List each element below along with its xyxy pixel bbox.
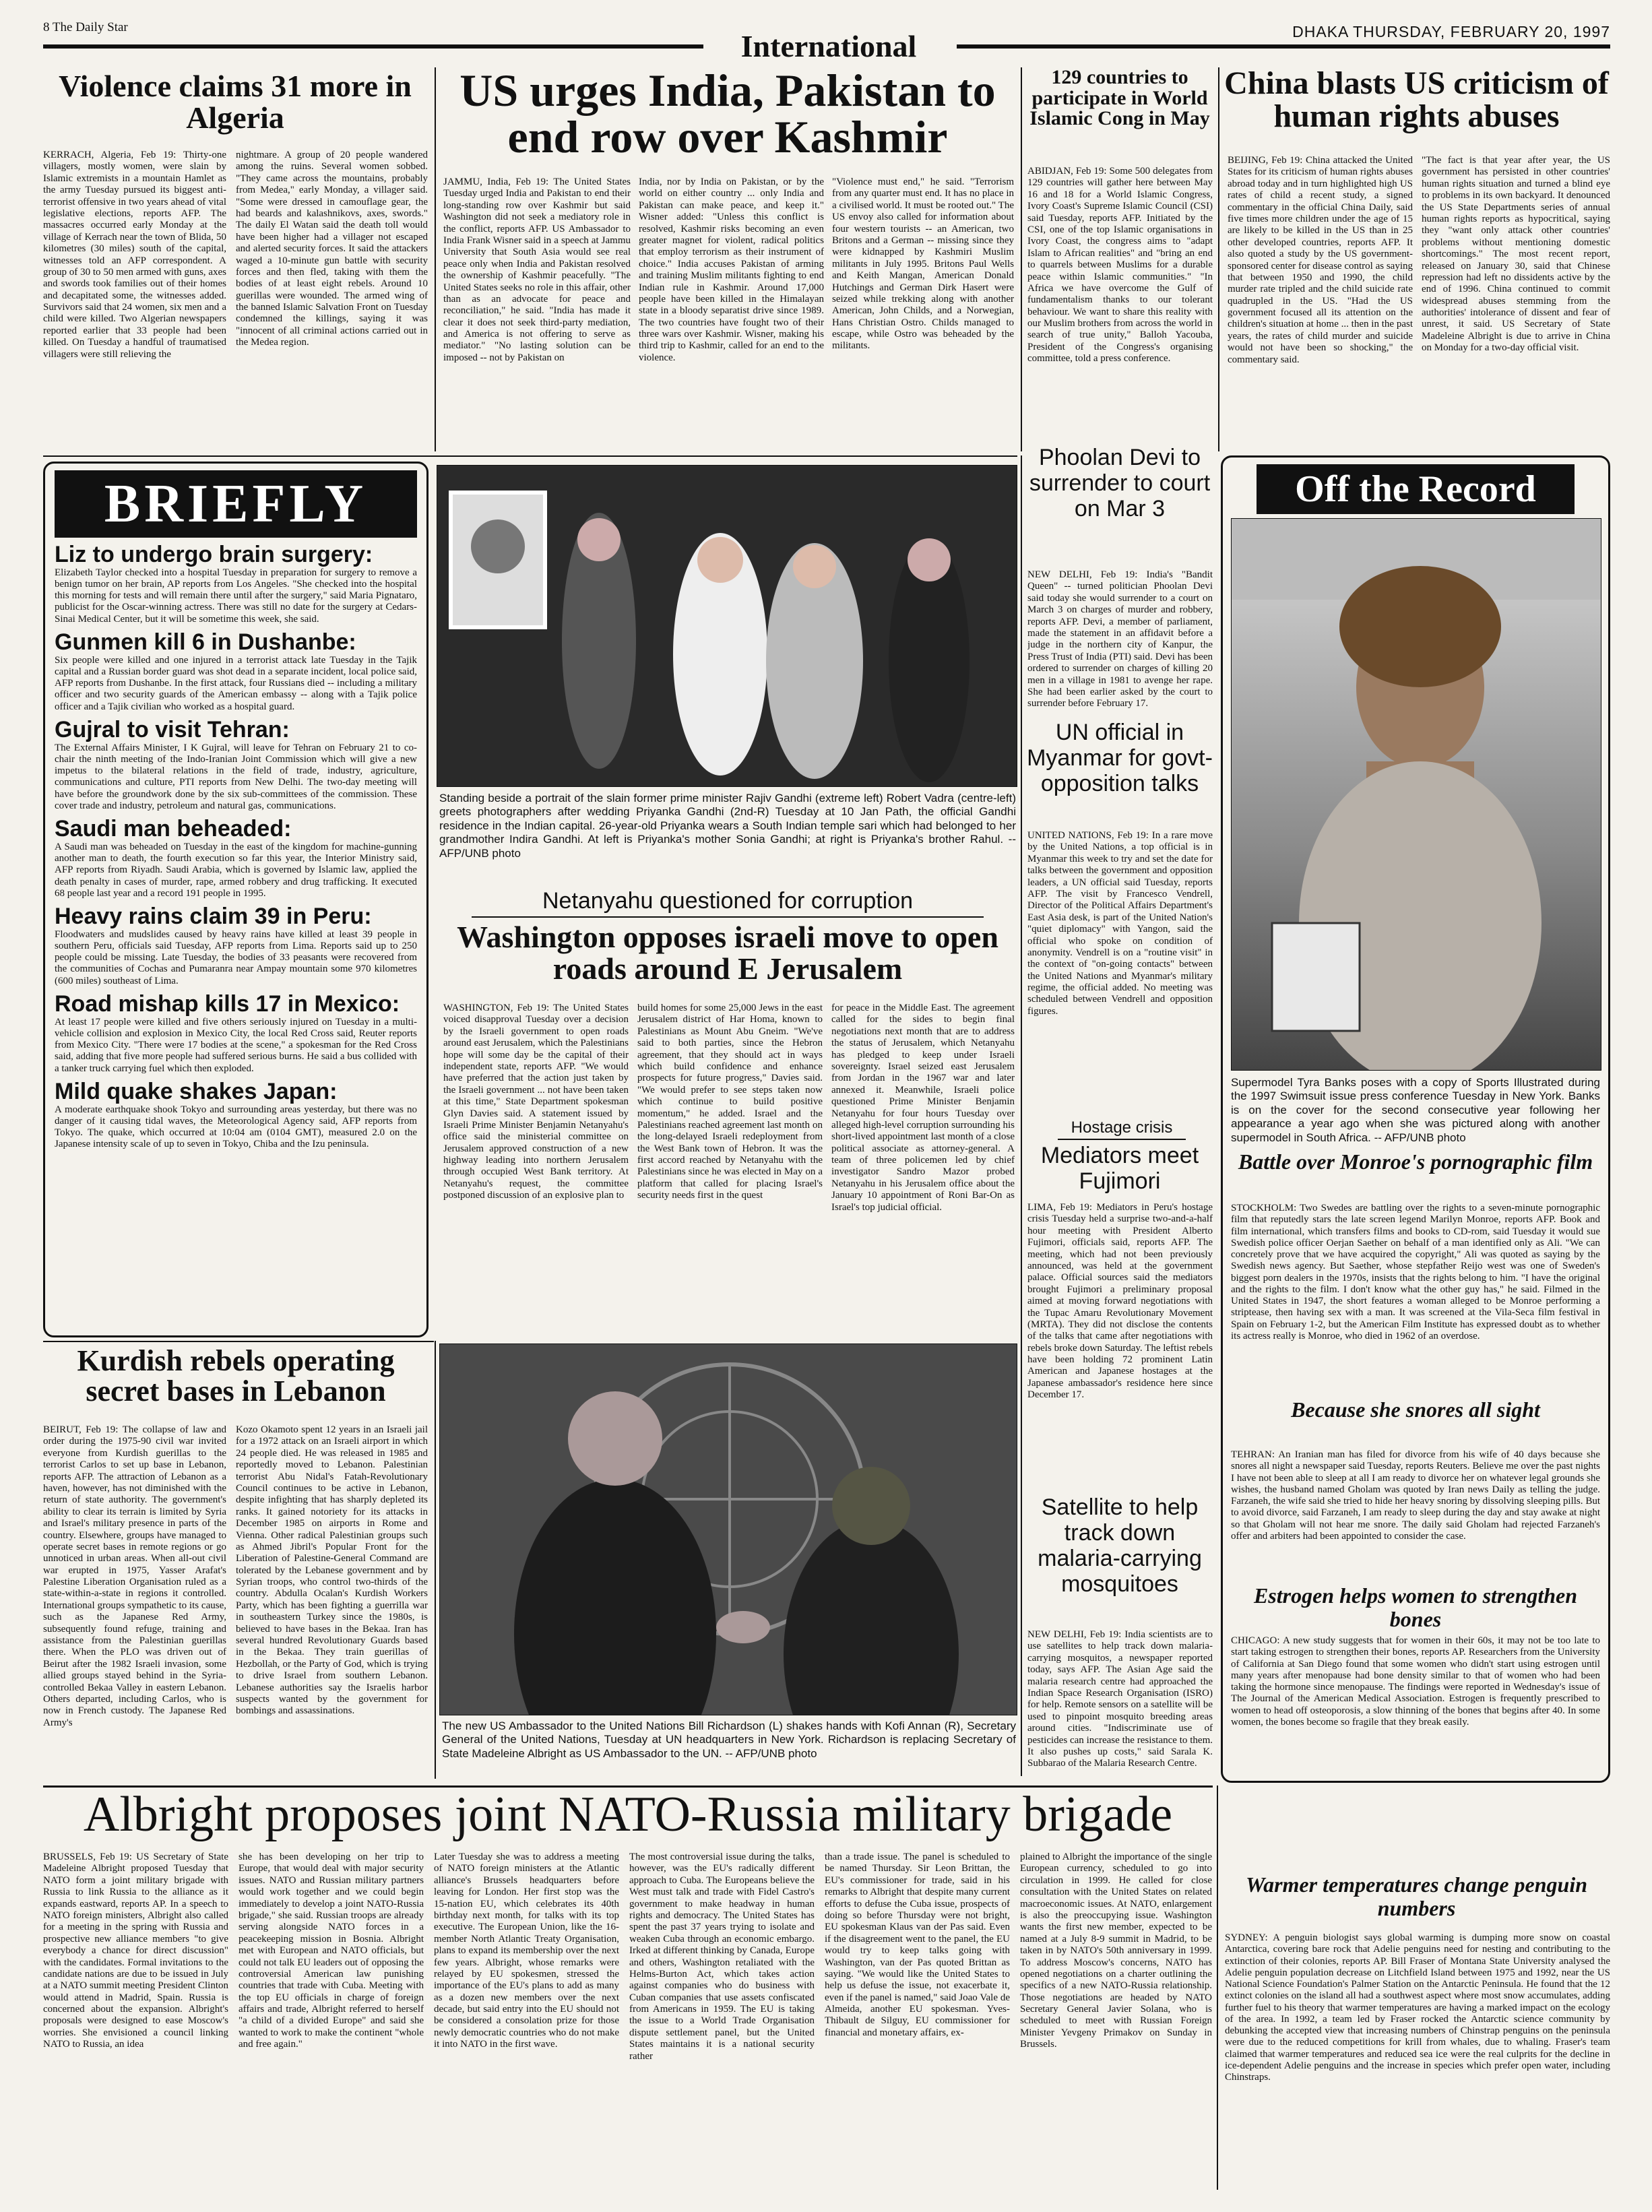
phoolan-headline: Phoolan Devi to surrender to court on Mar 3 <box>1029 445 1211 522</box>
malaria-body: NEW DELHI, Feb 19: India scientists are to use satellites to help track down malaria-carrying mosquitos, a newspaper reported today, says AFP. The Asian Age said the malaria research centre had approached the Indian Space Research Organisation (ISRO) for help. Remote sensors on a satellite will be used to pinpoint mosquito breeding areas around cities. "Indiscriminate use of pesticides can increase the resistance to them. It also pushes up costs," said Sarala K. Subbarao of the Malaria Research Centre. <box>1027 1629 1213 1769</box>
masthead-rule-left <box>43 44 703 49</box>
briefly-item-headline: Liz to undergo brain surgery: <box>55 542 373 567</box>
off-record-logo: Off the Record <box>1257 464 1575 514</box>
tyra-banks-photo <box>1231 518 1601 1071</box>
off-record-item-headline: Estrogen helps women to strengthen bones <box>1253 1583 1578 1632</box>
briefly-item <box>55 817 417 899</box>
briefly-item-text: Six people were killed and one injured in a terrorist attack late Tuesday in the Tajik capital and a Russian border guard was shot dead in a separate incident, local police said, AFP reports from Dushanbe. In the first attack, four Russians died -- including a military officer and two security guards of the American embassy -- along with a Tajik police officer and a Tajik civilian who worked as a hospital guard. <box>55 654 417 712</box>
un-handshake-figures <box>440 1344 1017 1715</box>
briefly-item-text: Elizabeth Taylor checked into a hospital Tuesday in preparation for surgery to remove a benign tumor on her brain, AP reports from Los Angeles. "She checked into the hospital this morning for tests and will remain there until after the surgery," said Maria Pignataro, publicist for the Oscar-winning actress. There was still no date for the surgery at Cedars-Sinai Medical Center, but it will be sometime this week, she said. <box>55 567 417 625</box>
myanmar-body: UNITED NATIONS, Feb 19: In a rare move by the United Nations, a top official is in Myanmar this week to try and set the date for talks between the government and opposition leaders, a UN official said Tuesday, reports AFP. The visit by Francesco Vendrell, Director of the Political Affairs Department's East Asia desk, is part of the United Nation's "quiet diplomacy" with Yangon, said the official who spoke on condition of anonymity. Vendrell is on a "routine visit" in the context of "on-going contacts" between the United Nations and Myanmar's military regime, the official added. No meeting was scheduled between Vendrell and opposition figures. <box>1027 830 1213 1017</box>
briefly-item-headline: Mild quake shakes Japan: <box>55 1078 338 1104</box>
off-record-item-text: TEHRAN: An Iranian man has filed for divorce from his wife of 40 days because she snores all night a newspaper said Tuesday, reports Reuters. Believe me over the past nights I have not been able to sleep at all I am ready to divorce her on whatever legal grounds she wishes, the husband named Gholam was quoted by Iran news Daily as telling the judge. Farzaneh, the wife said she tried to hide her heavy snoring by dissolving sleeping pills. But to avoid divorce, said Farzaneh, I am ready to sleep during the day and stay awake at night so that Gholam will not hear me snore. The daily said Gholam had rejected Farzaneh's offer and arbiters had been appointed to consider the case. <box>1231 1449 1600 1542</box>
kurdish-col2: Kozo Okamoto spent 12 years in an Israeli jail for a 1972 attack on an Israeli airport in which 24 people died. He was released in 1985 and reportedly moved to Lebanon. Palestinian terrorist Abu Nidal's Fatah-Revolutionary Council continues to be active in Lebanon, despite infighting that has sharply depleted its ranks. It gained notoriety for its attacks in December 1985 on airports in Rome and Vienna. Other radical Palestinian groups such as Ahmed Jibril's Popular Front for the Liberation of Palestine-General Command are tolerated by the Lebanese government and by Syrian troops, who control two-thirds of the country. Abdulla Ocalan's Kurdish Workers Party, which has been fighting a guerrilla war in southeastern Turkey since the 1980s, is believed to have bases in the Bekaa. Iran has several hundred Revolutionary Guards based in the Bekaa. They train guerillas of Hezbollah, or the Party of God, which is trying to drive Israel from southern Lebanon. Lebanese authorities say the Israelis harbor suspects wanted by the government for bombings and assassinations. <box>236 1424 428 1717</box>
wedding-photo-caption: Standing beside a portrait of the slain former prime minister Rajiv Gandhi (extreme left) Robert Vadra (centre-left) greets photographers after wedding Priyanka Gandhi (2nd-R) Tuesday at 10 Jan Path, the official Gandhi residence in the Indian capital. 26-year-old Priyanka wears a South Indian temple sari which had belonged to her grandmother Indira Gandhi. At left is Priyanka's mother Sonia Gandhi; at right is Priyanka's brother Rahul. -- AFP/UNB photo <box>439 792 1016 860</box>
off-record-item-text: STOCKHOLM: Two Swedes are battling over the rights to a seven-minute pornographic film that reputedly stars the late screen legend Marilyn Monroe, reports AFP. Book and film international, which transfers films and books to CD-rom, said Tuesday it would sue Swedish police officer Oerjan Saether on behalf of a man identified only as Ali. "We can concretely prove that we have acquired the copyright," Ali was quoted as saying by the Swedish news agency. But Saether, whose stepfather Reijo west was one of Sweden's biggest porn dealers in the 1970s, insists that the rights belong to him. "I have the original and the rights to the film. I don't know what the other guy has," he said. Filmed in the United States in 1947, the short features a woman alleged to be Monroe performing a striptease, then having sex with a man. It was screened at the Vila-Seca film festival in Spain on February 1-2, but the American Film Institute has expressed doubt as to whether its actress really is Monroe, who died in 1962 of an overdose. <box>1231 1203 1600 1341</box>
column-rule <box>1218 67 1219 451</box>
off-record-item-text: CHICAGO: A new study suggests that for women in their 60s, it may not be too late to start taking estrogen to strengthen their bones, reports AP. Researchers from the University of California at San Diego found that some women who didn't start using estrogen until many years after menopause had bone density similar to that of women who had been taking the hormone since menopause. The findings were reported in Wednesday's issue of The Journal of the American Medical Association. Estrogen is frequently prescribed to women to head off osteoporosis, a slow thinning of the bones that begins after 40. In some women, the bones become so fragile that they break easily. <box>1231 1635 1600 1728</box>
kurdish-headline: Kurdish rebels operating secret bases in Lebanon <box>77 1346 395 1408</box>
briefly-item <box>55 718 417 812</box>
briefly-item <box>55 631 417 713</box>
nato-col5: than a trade issue. The panel is scheduled to be named Thursday. Sir Leon Brittan, the EU's commissioner for trade, said in his remarks to Albright that despite many current efforts to defuse the Cuba issue, prospects of doing so before Thursday were not bright, EU spokesman Klaus van der Pas said. Even if the disagreement went to the panel, the EU would try to keep talks going with Washington, van der Pas quoted Brittan as saying. "We would like the United States to help us defuse the issue, not exacerbate it, even if the panel is named," said Joao Vale de Almeida, another EU spokesman. Yves-Thibault de Silguy, EU commissioner for financial and monetary affairs, ex- <box>825 1852 1010 2038</box>
column-rule <box>1021 67 1022 451</box>
briefly-item-headline: Road mishap kills 17 in Mexico: <box>55 990 400 1017</box>
briefly-item <box>55 1080 417 1151</box>
fujimori-kicker: Hostage crisis <box>1058 1118 1186 1140</box>
briefly-item <box>55 543 417 625</box>
section-rule <box>43 455 1017 457</box>
kashmir-headline: US urges India, Pakistan to end row over Kashmir <box>459 67 996 163</box>
briefly-item-headline: Gunmen kill 6 in Dushanbe: <box>55 629 356 655</box>
nato-headline: Albright proposes joint NATO-Russia military brigade <box>83 1790 1173 1842</box>
jerusalem-col3: for peace in the Middle East. The agreement called for the sides to begin final negotiations next month that are to address the status of Jerusalem, which Netanyahu has pledged to keep under Israeli sovereignty. Israel seized east Jerusalem from Jordan in the 1967 war and later annexed it. Meanwhile, Israeli police questioned Prime Minister Benjamin Netanyahu for four hours Tuesday over alleged high-level corruption surrounding his short-lived appointment last month of a close political associate as attorney-general. A team of three policemen led by chief investigator Sandro Mazor probed Netanyahu in his Jerusalem office about the January 10 appointment of Roni Bar-On as Israel's top judicial official. <box>831 1003 1015 1213</box>
section-rule <box>43 1786 1213 1788</box>
briefly-item <box>55 992 417 1075</box>
jerusalem-col1: WASHINGTON, Feb 19: The United States voiced disapproval Tuesday over a decision by the Israeli government to open roads around east Jerusalem, which the Palestinians hope will some day be the capital of their independent state, reports AFP. "We would have preferred that the action just taken by the Israeli government ... not have been taken at this time," State Department spokesman Glyn Davies said. A statement issued by Israeli Prime Minister Benjamin Netanyahu's office said the ministerial committee on Jerusalem approved construction of a new highway leading into northern Jerusalem through occupied West Bank territory. At Netanyahu's request, the committee postponed discussion of an explosive plan to <box>443 1003 629 1201</box>
column-rule <box>435 67 436 451</box>
off-record-item-headline: Because she snores all sight <box>1291 1397 1540 1422</box>
kashmir-col1: JAMMU, India, Feb 19: The United States Tuesday urged India and Pakistan to end their long-standing row over Kashmir but said Washington did not seek a mediatory role in the conflict, reports AFP. US Ambassador to India Frank Wisner said in a speech at Jammu University that South Asia would see real peace only when India and Pakistan resolved the ownership of Kashmir peacefully. "The United States seeks no role in this affair, other than as an advocate for peace and reconciliation," he said. "India has made it clear it does not seek third-party mediation, and America is not offering to serve as mediator." "No lasting solution can be imposed -- not by Pakistan on <box>443 177 631 363</box>
masthead-rule-right <box>957 44 1610 49</box>
wedding-photo <box>437 465 1017 787</box>
page-label: 8 The Daily Star <box>43 20 128 34</box>
briefly-item-text: Floodwaters and mudslides caused by heavy rains have killed at least 39 people in southern Peru, officials said Tuesday, AFP reports from Lima. Reports said up to 250 people could be missing. Late Tuesday, the bodies of 33 peasants were recovered from the communities of Cochas and Pumaranra near Ampay mountain some 970 kilometres (600 miles) southeast of Lima. <box>55 928 417 986</box>
briefly-item-text: A Saudi man was beheaded on Tuesday in the east of the kingdom for machine-gunning another man to death, the fourth execution so far this year, the Interior Ministry said, AFP reports from Riyadh. Saudi Arabia, which is governed by Islamic law, applied the death penalty in cases of murder, rape, armed robbery and drug trafficking. It executed 68 people last year and a record 191 people in 1995. <box>55 841 417 899</box>
china-col2: "The fact is that year after year, the US government has persisted in other countries' human rights situation and turned a blind eye to problems in its own backyard. It denounced the US State Departments series of annual human rights reports as hypocritical, saying they "want only attack other countries' problems without mentioning domestic shortcomings." The most recent report, released on January 30, said that Chinese repression had left no dissidents active by the end of 1996. China continued to commit widespread abuses stemming from the authorities' intolerance of dissent and fear of unrest, it said. US Secretary of State Madeleine Albright is due to arrive in China on Monday for a two-day official visit. <box>1422 155 1610 354</box>
nato-col3: Later Tuesday she was to address a meeting of NATO foreign ministers at the Atlantic alliance's Brussels headquarters before leaving for London. Her first stop was the 15-nation EU, which celebrates its 40th birthday next month, for talks with its top executive. The European Union, like the 16-member North Atlantic Treaty Organisation, plans to expand its membership over the next few years. Albright, whose remarks were relayed by EU spokesmen, stressed the importance of the EU's plans to add as many as a dozen new members over the next decade, but said entry into the EU should not be considered a consolation prize for those newly democratic countries who do not make it into NATO in the first wave. <box>434 1852 619 2050</box>
briefly-item-text: The External Affairs Minister, I K Gujral, will leave for Tehran on February 21 to co-chair the ninth meeting of the Indo-Iranian Joint Commission which will give a new impetus to the bilateral relations in the field of trade, industry, agriculture, communications and culture, PTI reports from New Delhi. The two-day meeting will have before the groundwork done by the six sub-committees of the commission. These cover trade and industry, petroleum and natural gas, communications. <box>55 742 417 811</box>
off-record-box <box>1221 455 1610 1783</box>
briefly-logo: BRIEFLY <box>55 470 417 538</box>
briefly-list <box>55 543 417 1151</box>
tyra-banks-figure <box>1232 519 1601 1070</box>
kashmir-col2: India, nor by India on Pakistan, or by the world on either country ... only India and Pakistan can make peace, and keep it." Wisner added: "Unless this conflict is resolved, Kashmir risks becoming an even greater magnet for violent, radical politics that employ terrorism as their instrument of choice." India accuses Pakistan of arming and training Muslim militants fighting to end Indian rule in Kashmir. Around 17,000 people have been killed in the Himalayan state in a bloody separatist drive since 1989. The two countries have fought two of their three wars over Kashmir. Wisner, making his third trip to Kashmir, called for an end to the violence. <box>639 177 824 363</box>
nato-col6: plained to Albright the importance of the single European currency, scheduled to go into circulation in 1999. He called for close consultation with the United States on related macroeconomic issues. At NATO, enlargement is also the preoccupying issue. Washington wants the first new member, expected to be named at a July 8-9 summit in Madrid, to be taken in by NATO's 50th anniversary in 1999. To address Moscow's concerns, NATO has opened negotiations on a charter outlining the specifics of a new NATO-Russia relationship. Those negotiations are headed by NATO Secretary General Javier Solana, who is scheduled to meet with Russian Foreign Minister Yevgeny Primakov on Sunday in Brussels. <box>1020 1852 1212 2050</box>
un-handshake-photo <box>439 1344 1017 1715</box>
column-rule <box>1217 1786 1218 2190</box>
briefly-item-headline: Saudi man beheaded: <box>55 816 292 842</box>
algeria-col1: KERRACH, Algeria, Feb 19: Thirty-one villagers, mostly women, were slain by Islamic extremists in a mountain Hamlet as the army Tuesday pursued its biggest anti-terrorist offensive in two years ahead of vital legislative elections, reports AFP. The massacres occurred early Monday at the village of Kerrach near the town of Blida, 50 kilometres (30 miles) south of the capital, witnesses told an AFP correspondent. A group of 30 to 50 men armed with guns, axes and swords took families out of their homes and decapitated some, the witnesses added. Survivors said that 24 women, six men and a child were killed. Two Algerian newspapers reported earlier that 33 people had been killed. On Tuesday a handful of traumatised villagers were still relieving the <box>43 150 226 360</box>
section-rule <box>43 1341 434 1342</box>
fujimori-headline: Mediators meet Fujimori <box>1040 1143 1199 1195</box>
column-rule <box>1021 455 1022 1776</box>
jerusalem-col2: build homes for some 25,000 Jews in the east Jerusalem district of Har Homa, known to Palestinians as Mount Abu Gneim. "We've said to both parties, since the Hebron agreement, that they should act in ways which build confidence and enhance prospects for future progress," Davies said. "We would prefer to see steps taken now which continue to build positive momentum," he added. Israel and the Palestinians reached agreement last month on the long-delayed Israeli redeployment from the West Bank town of Hebron. It was the first accord reached by Netanyahu with the Palestinians since he was elected in May on a platform that called for placing Israel's security needs first in the quest <box>637 1003 823 1201</box>
tyra-banks-caption: Supermodel Tyra Banks poses with a copy of Sports Illustrated during the 1997 Swimsuit issue press conference Tuesday in New York. Banks is on the cover for the second consecutive year following her appearance a year ago when she was pictured along with another supermodel in South Africa. -- AFP/UNB photo <box>1231 1076 1600 1144</box>
kurdish-col1: BEIRUT, Feb 19: The collapse of law and order during the 1975-90 civil war invited everyone from Kurdish guerillas to the terrorist Carlos to set up base in Lebanon, reports AFP. The attraction of Lebanon as a haven, however, has not diminished with the return of state authority. The government's ability to clear its terrain is limited by Syria and Israel's military presence in parts of the country. Elsewhere, groups have managed to operate secret bases in remote regions or go unnoticed in urban areas. When all-out civil war erupted in 1975, Yasser Arafat's Palestine Liberation Organisation ruled as a state-within-a-state in regions it controlled. International groups sympathetic to its cause, such as the Japanese Red Army, subsequently found refuge, training and assistance from the Palestinian guerillas there. When the PLO was driven out of Beirut after the 1982 Israeli invasion, some allied groups stayed behind in the Syria-controlled Bekaa Valley in eastern Lebanon. Others departed, including Carlos, who is now in French custody. The Japanese Red Army's <box>43 1424 226 1728</box>
nato-col2: she has been developing on her trip to Europe, that would deal with major security issues. NATO and Russian military partners would work together and we could begin immediately to develop a joint NATO-Russia brigade," she said. Russian troops are already serving alongside NATO forces in a peacekeeping mission in Bosnia. Albright met with European and NATO officials, but could not talk EU leaders out of opposing the controversial American law punishing countries that trade with Cuba. Meeting with the top EU officials in charge of foreign affairs and trade, Albright referred to herself "a child of a divided Europe" and said she wanted to work to make the continent "whole and free again." <box>239 1852 424 2050</box>
off-record-item <box>1231 1398 1600 1584</box>
off-record-item-headline: Battle over Monroe's pornographic film <box>1238 1149 1593 1174</box>
dateline: DHAKA THURSDAY, FEBRUARY 20, 1997 <box>1292 23 1610 40</box>
algeria-headline: Violence claims 31 more in Algeria <box>59 71 412 135</box>
wedding-photo-figures <box>437 466 1017 786</box>
penguin-body: SYDNEY: A penguin biologist says global warming is dumping more snow on coastal Antarctica, covering bare rock that Adelie penguins need for nesting and contributing to the extinction of their colonies, reports AP. Bill Fraser of Montana State University analysed the Adelie penguin population decrease on Litchfield Island between 1975 and 1992, near the US National Science Foundation's Palmer Station on the Antarctic Peninsula. He found that the 12 extinct colonies on the island all had a southwest aspect where most snow accumulates, adding further fuel to his theory that warmer temperatures are having a marked impact on the ecology of the area. In 1992, a team led by Fraser rocked the Antarctic science community by debunking the accepted view that increasing numbers of Chinstrap penguins on the peninsula were due to the reduced competitions for krill from whales, due to whaling. Fraser's team claimed that warmer temperatures and reduced sea ice were the real culprits for the decline in ice-dependent Adelie penguins and the increase in species which prefer open water, including Chinstraps. <box>1225 1932 1610 2083</box>
jerusalem-kicker: Netanyahu questioned for corruption <box>472 888 984 918</box>
column-rule <box>435 1341 436 1779</box>
briefly-box <box>43 462 428 1337</box>
briefly-item-headline: Gujral to visit Tehran: <box>55 716 290 742</box>
islamic-cong-headline: 129 countries to participate in World Islamic Cong in May <box>1029 67 1210 130</box>
malaria-headline: Satellite to help track down malaria-carrying mosquitoes <box>1038 1494 1202 1598</box>
briefly-item <box>55 905 417 987</box>
jerusalem-headline: Washington opposes israeli move to open roads around E Jerusalem <box>457 922 998 986</box>
kashmir-col3: "Violence must end," he said. "Terrorism from any quarter must end. It has no place in a civilised world. It must be rooted out." The US envoy also called for information about four western tourists -- an American, two Britons and a German -- missing since they were kidnapped by Kashmiri Muslim militants in July 1995. Britons Paul Wells and Keith Mangan, American Donald Hutchings and German Dirk Hasert were seized while trekking along with another American, John Childs, and a Norwegian, Hans Christian Ostro. Childs managed to escape, while Ostro was beheaded by the militants. <box>832 177 1014 352</box>
nato-col1: BRUSSELS, Feb 19: US Secretary of State Madeleine Albright proposed Tuesday that NATO form a joint military brigade with Russia to link Russia to the alliance as it expands eastward, reports AP. In a speech to NATO foreign ministers, Albright also called for a meeting in the spring with Russia and prospective new alliance members "to give everybody a chance for direct discussion" with the candidates. Formal invitations to the candidate nations are due to be issued in July at a NATO summit meeting President Clinton would attend in Madrid, Spain. Russia is concerned about the expansion. Albright's proposals were designed to ease Moscow's worries. She envisioned a council linking NATO to Russia, an idea <box>43 1852 228 2050</box>
briefly-item-text: At least 17 people were killed and five others seriously injured on Tuesday in a multi-vehicle collision and explosion in Mexico City, the local Red Cross said, Reuter reports from Mexico City. "There were 17 bodies at the scene," a spokesman for the Red Cross said, adding that five more people had suffered serious burns. He said a bus collided with a tanker truck carrying fuel which then exploded. <box>55 1016 417 1074</box>
off-record-item <box>1231 1150 1600 1398</box>
phoolan-body: NEW DELHI, Feb 19: India's "Bandit Queen" -- turned politician Phoolan Devi said today she would surrender to a court on March 3 on charges of murder and robbery, reports AFP. Devi, a member of parliament, made the statement in an affidavit before a judge in the northern city of Kanpur, the Press Trust of India (PTI) said. Devi has been ordered to surrender on charges of killing 20 men in a village in 1981 to avenge her rape. She had been earlier asked by the court to surrender before February 17. <box>1027 569 1213 709</box>
china-col1: BEIJING, Feb 19: China attacked the United States for its criticism of human rights abuses abroad today and in turn highlighted high US rates of child a recent study, a signed commentary in the official China Daily, said five times more children under the age of 15 are likely to be killed in the US than in 25 other developed countries, reports AFP. It also quoted a study by the US government-sponsored center for disease control as saying that between 1950 and 1990, the child murder rate tripled and the child suicide rate quadrupled in the US. "Had the US government focused all its attention on the children's situation at home ... then in the past years, the rates of child murder and suicide would not have been so shocking," the commentary said. <box>1228 155 1413 365</box>
islamic-cong-body: ABIDJAN, Feb 19: Some 500 delegates from 129 countries will gather here between May 16 and 18 for a World Islamic Congress, Ivory Coast's Supreme Islamic Council (CSI) said Tuesday, reports AFP. Initiated by the CSI, one of the top Islamic organisations in Ivory Coast, the congress aims to "adapt Islam to African realities" and "bring an end to quarrels between Muslims for a durable peace within Islamic communities." "In Africa we have overcome the Gulf of fundamentalism thanks to our tolerant behaviour. We want to share this reality with our Muslim brothers from across the world in search of true unity," Balloh Yacouba, President of the Congress's organising committee, told a press conference. <box>1027 166 1213 365</box>
penguin-headline: Warmer temperatures change penguin numbers <box>1246 1873 1587 1921</box>
briefly-item-headline: Heavy rains claim 39 in Peru: <box>55 904 372 929</box>
un-photo-caption: The new US Ambassador to the United Nations Bill Richardson (L) shakes hands with Kofi Annan (R), Secretary General of the United Nations, Tuesday at UN headquarters in New York. Richardson is replacing Secretary of State Madeleine Albright as US Ambassador to the UN. -- AFP/UNB photo <box>442 1719 1016 1760</box>
myanmar-headline: UN official in Myanmar for govt-opposition talks <box>1027 720 1213 797</box>
briefly-item-text: A moderate earthquake shook Tokyo and surrounding areas yesterday, but there was no danger of it causing tidal waves, the Meteorological Agency said, AFP reports from Tokyo. The quake, which occurred at 10:04 am (0104 GMT), measured 2.0 on the Japanese intensity scale of up to seven in Tokyo, Chiba and the Izu peninsula. <box>55 1104 417 1150</box>
nato-col4: The most controversial issue during the talks, however, was the EU's radically different approach to Cuba. The Europeans believe the West must talk and trade with Fidel Castro's government to make headway in human rights and democracy. The United States has spent the past 37 years trying to isolate and weaken Cuba through an economic embargo. Irked at different thinking by Canada, Europe and others, Washington retaliated with the Helms-Burton Act, which takes action against companies who do business with Cuban companies that use assets confiscated from Americans in 1959. The EU is taking the issue to a World Trade Organisation dispute settlement panel, but the United States maintains it is a national security rather <box>629 1852 815 2062</box>
section-title: International <box>740 29 917 63</box>
algeria-col2: nightmare. A group of 20 people wandered among the ruins. Several women sobbed. "They came across the mountains, probably from Medea," early Monday, a villager said. "Some were dressed in camouflage gear, the had beards and kalashnikovs, axes, swords." The daily El Watan said the death toll would have been higher had a villager not escaped and alerted security forces. It said the attackers waged a 10-minute gun battle with security forces and then fled, taking with them the bodies of at least eight rebels. Around 10 guerillas were wounded. The armed wing of the banned Islamic Salvation Front on Tuesday condemned the killings, saying it was "innocent of all criminal actions carried out in the Medea region. <box>236 150 428 348</box>
fujimori-body: LIMA, Feb 19: Mediators in Peru's hostage crisis Tuesday held a surprise two-and-a-half hour meeting with President Alberto Fujimori, officials said, reports AFP. The meeting, which had not been previously announced, was held at the government palace. Official sources said the mediators brought Fujimori a preliminary proposal aimed at moving forward negotiations with the Tupac Amaru Revolutionary Movement (MRTA). They did not disclose the contents of the talks that came after negotiations with rebels broke down Saturday. The leftist rebels have been holding 72 prominent Latin American and Japanese hostages at the Japanese ambassador's residence here since December 17. <box>1027 1202 1213 1401</box>
off-record-item <box>1231 1584 1600 1770</box>
china-headline: China blasts US criticism of human rights abuses <box>1224 67 1609 134</box>
